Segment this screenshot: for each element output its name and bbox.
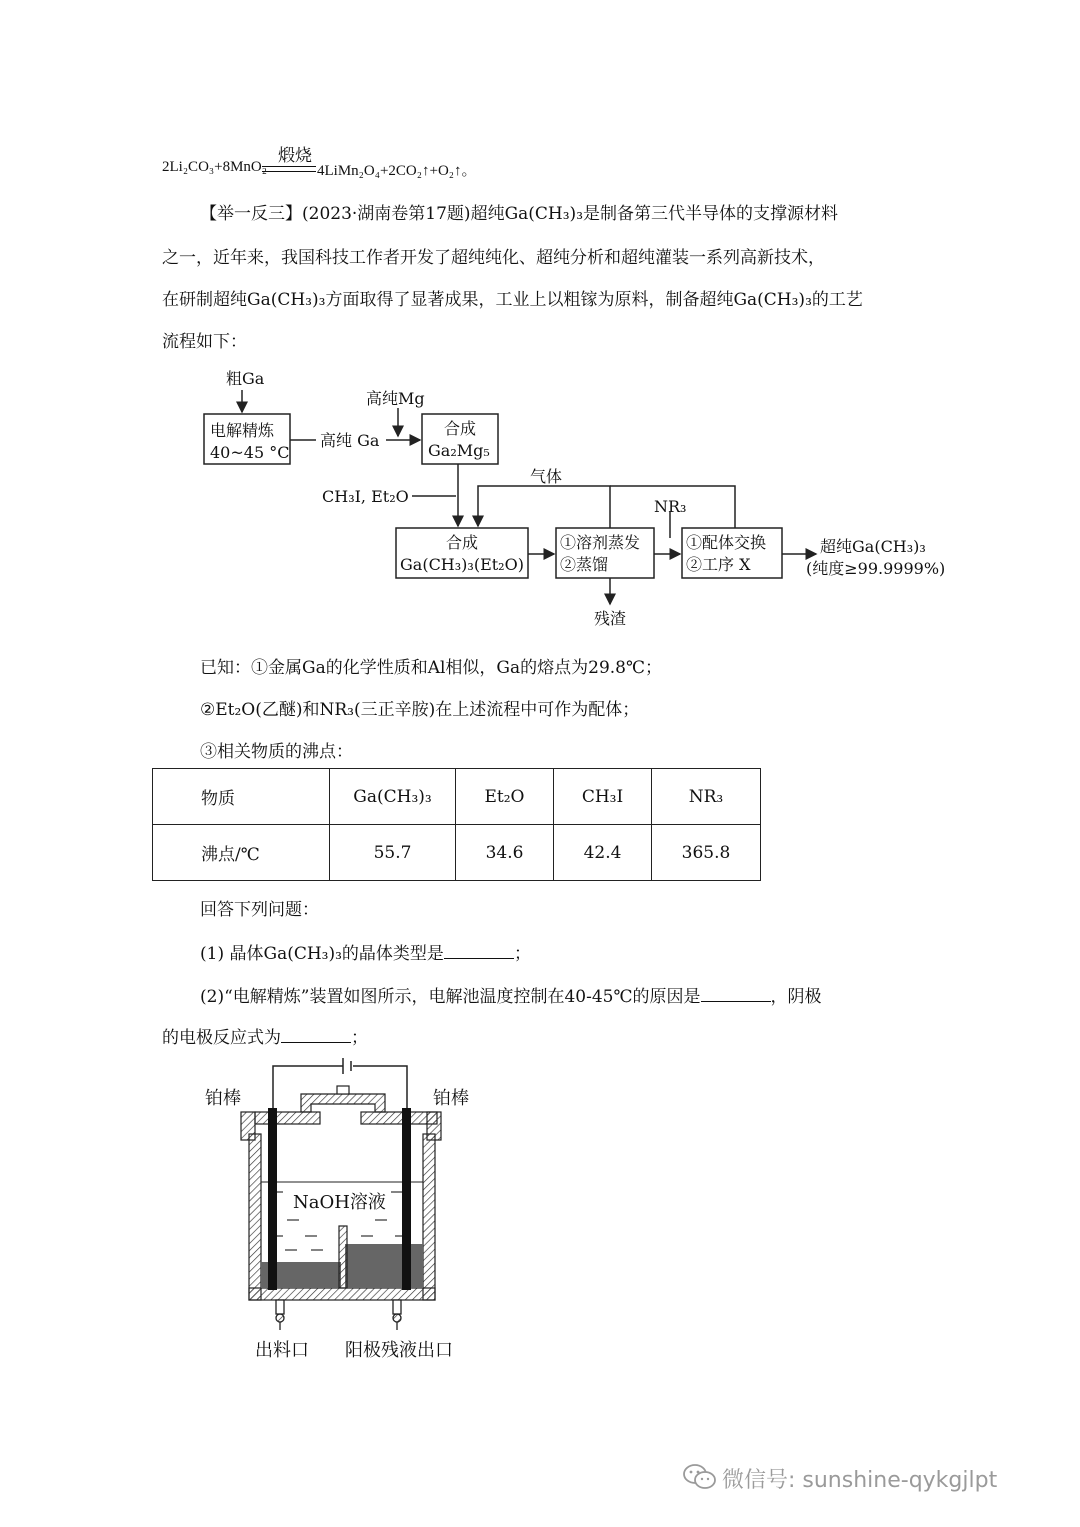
box5-line1: ①配体交换 <box>686 533 767 552</box>
question-2-reaction: 的电极反应式为 <box>162 1028 281 1048</box>
boiling-point-table <box>152 768 761 881</box>
paragraph-line-4: 流程如下： <box>162 332 247 352</box>
pure-ga-label: 高纯 Ga <box>320 431 380 450</box>
product-line1: 超纯Ga(CH₃)₃ <box>820 537 926 556</box>
nr3-label: NR₃ <box>654 497 687 516</box>
table-cell: 365.8 <box>652 825 761 881</box>
table-cell: 55.7 <box>330 825 456 881</box>
equation-double-line <box>262 166 316 172</box>
outlet-left-label: 出料口 <box>255 1340 309 1361</box>
pure-mg-label: 高纯Mg <box>366 389 425 408</box>
electrolysis-apparatus <box>195 1050 495 1370</box>
question-1-text: (1) 晶体Ga(CH₃)₃的晶体类型是 <box>200 944 444 964</box>
paragraph-line-3: 在研制超纯Ga(CH₃)₃方面取得了显著成果，工业上以粗镓为原料，制备超纯Ga(CH₃)₃的工艺 <box>162 290 863 310</box>
residue-label: 残渣 <box>594 609 627 628</box>
table-cell: 34.6 <box>456 825 554 881</box>
box1-line2: 40~45 °C <box>210 443 290 462</box>
box4-line1: ①溶剂蒸发 <box>560 533 641 552</box>
raw-ga-label: 粗Ga <box>226 369 265 388</box>
answer-blank[interactable] <box>444 944 514 959</box>
question-1-end: ； <box>513 944 531 964</box>
known-2: ②Et₂O(乙醚)和NR₃(三正辛胺)在上述流程中可作为配体； <box>200 700 640 720</box>
question-1 <box>200 939 531 964</box>
question-2-line-1 <box>200 982 822 1007</box>
table-header-row <box>153 769 761 825</box>
table-cell: 42.4 <box>554 825 652 881</box>
watermark-text: 微信号: sunshine-qykgjlpt <box>722 1468 998 1493</box>
naoh-solution-label: NaOH溶液 <box>293 1192 386 1213</box>
known-1: 已知：①金属Ga的化学性质和Al相似，Ga的熔点为29.8℃； <box>200 658 663 678</box>
table-header-cell: CH₃I <box>554 769 652 825</box>
table-header-cell: Et₂O <box>456 769 554 825</box>
wechat-icon <box>682 1462 718 1496</box>
paragraph-line-1: 【举一反三】(2023·湖南卷第17题)超纯Ga(CH₃)₃是制备第三代半导体的支撑源材料 <box>200 204 839 224</box>
questions-intro: 回答下列问题： <box>200 900 319 920</box>
answer-blank[interactable] <box>701 987 771 1002</box>
table-row <box>153 825 761 881</box>
outlet-right-label: 阳极残液出口 <box>345 1340 453 1361</box>
box2-line1: 合成 <box>444 419 477 438</box>
box2-line2: Ga₂Mg₅ <box>428 441 490 460</box>
table-header-cell: Ga(CH₃)₃ <box>330 769 456 825</box>
product-line2: (纯度≥99.9999%) <box>806 559 946 578</box>
left-rod-label: 铂棒 <box>205 1088 241 1109</box>
known-3: ③相关物质的沸点： <box>200 742 353 762</box>
question-2-cathode: ，阴极 <box>770 987 822 1007</box>
paragraph-line-2: 之一，近年来，我国科技工作者开发了超纯纯化、超纯分析和超纯灌装一系列高新技术， <box>162 248 825 268</box>
table-header-cell: NR₃ <box>652 769 761 825</box>
question-2-text: (2)“电解精炼”装置如图所示，电解池温度控制在40-45℃的原因是 <box>200 987 701 1007</box>
gas-label: 气体 <box>530 467 563 486</box>
box4-line2: ②蒸馏 <box>560 555 609 574</box>
process-flow-diagram <box>190 362 970 637</box>
box3-line1: 合成 <box>446 533 479 552</box>
equation-lhs: 2Li₂CO₃+8MnO₂ <box>162 159 267 175</box>
answer-blank[interactable] <box>281 1028 351 1043</box>
equation-condition: 煅烧 <box>278 146 312 165</box>
reagents-label: CH₃I, Et₂O <box>322 487 409 506</box>
question-2-end: ； <box>351 1028 368 1048</box>
right-rod-label: 铂棒 <box>433 1088 469 1109</box>
question-2-line-2 <box>162 1023 368 1048</box>
box1-line1: 电解精炼 <box>210 421 275 440</box>
box3-line2: Ga(CH₃)₃(Et₂O) <box>400 555 524 574</box>
equation-rhs: 4LiMn₂O₄+2CO₂↑+O₂↑。 <box>317 163 477 179</box>
box5-line2: ②工序 X <box>686 555 751 574</box>
table-cell: 沸点/℃ <box>153 825 330 881</box>
table-header-cell: 物质 <box>153 769 330 825</box>
